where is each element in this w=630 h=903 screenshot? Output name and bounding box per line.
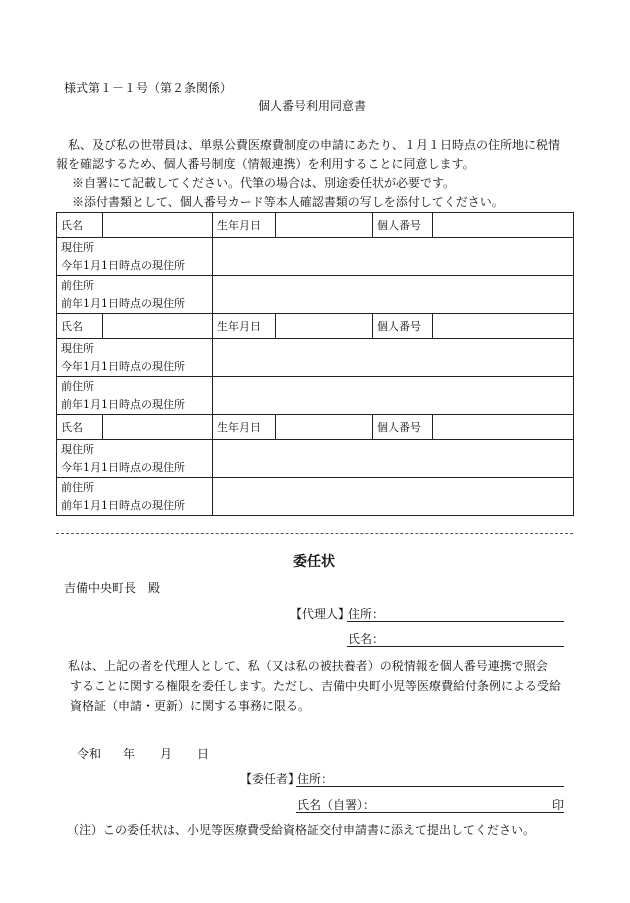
birthdate-field[interactable]: [276, 415, 373, 440]
consent-title: 個人番号利用同意書: [258, 99, 367, 113]
previous-address-label: 前住所 前年1月1日時点の現住所: [57, 478, 213, 516]
name-field[interactable]: [103, 415, 213, 440]
name-field[interactable]: [103, 213, 213, 238]
delegator-name-label: 氏名（自署）：: [297, 798, 376, 812]
delegator-name-field[interactable]: [296, 812, 564, 813]
proxy-title: 委任状: [293, 554, 335, 570]
personal-number-field[interactable]: [433, 314, 574, 339]
agent-label: 【代理人】: [290, 607, 351, 621]
cut-line-divider: [56, 533, 573, 534]
table-row: [57, 339, 574, 377]
date-day: 日: [197, 747, 210, 761]
proxy-addressee: 吉備中央町長 殿: [64, 581, 161, 595]
personal-number-field[interactable]: [433, 415, 574, 440]
proxy-body-line: 私は、上記の者を代理人として、私（又は私の被扶養者）の税情報を個人番号連携で照会: [56, 659, 548, 673]
table-row: [57, 440, 574, 478]
delegator-address-label: 住所：: [297, 772, 334, 786]
current-address-label: 現住所 今年1月1日時点の現住所: [57, 238, 213, 276]
date-month: 月: [160, 747, 173, 761]
personal-number-field[interactable]: [433, 213, 574, 238]
delegator-address-field[interactable]: [296, 786, 564, 787]
table-row: [57, 213, 574, 238]
footnote: （注）この委任状は、小児等医療費受給資格証交付申請書に添えて提出してください。: [67, 823, 536, 837]
table-row: [57, 377, 574, 415]
name-label: 氏名: [57, 415, 103, 440]
consent-text-line: 報を確認するため、個人番号制度（情報連携）を利用することに同意します。: [56, 157, 475, 171]
name-field[interactable]: [103, 314, 213, 339]
table-row: [57, 314, 574, 339]
current-address-label: 現住所 今年1月1日時点の現住所: [57, 440, 213, 478]
form-number: 様式第１－１号（第２条関係）: [64, 81, 233, 95]
seal-mark: 印: [552, 798, 565, 812]
birthdate-label: 生年月日: [213, 314, 276, 339]
note-line: ※自署にて記載してください。代筆の場合は、別途委任状が必要です。: [72, 176, 456, 190]
notes: [72, 174, 504, 212]
date-era: 令和: [77, 747, 102, 761]
consent-text: [56, 136, 560, 174]
previous-address-field[interactable]: [213, 478, 574, 516]
note-line: ※添付書類として、個人番号カード等本人確認書類の写しを添付してください。: [72, 195, 504, 209]
agent-name-label: 氏名：: [348, 632, 385, 646]
current-address-label: 現住所 今年1月1日時点の現住所: [57, 339, 213, 377]
current-address-field[interactable]: [213, 339, 574, 377]
birthdate-field[interactable]: [276, 314, 373, 339]
consent-table: [56, 212, 574, 516]
birthdate-label: 生年月日: [213, 415, 276, 440]
table-row: [57, 276, 574, 314]
agent-address-field[interactable]: [347, 621, 564, 622]
name-label: 氏名: [57, 213, 103, 238]
consent-text-line: 私、及び私の世帯員は、単県公費医療費制度の申請にあたり、１月１日時点の住所地に税情: [56, 138, 561, 152]
name-label: 氏名: [57, 314, 103, 339]
current-address-field[interactable]: [213, 238, 574, 276]
agent-name-field[interactable]: [347, 646, 564, 647]
birthdate-field[interactable]: [276, 213, 373, 238]
delegator-label: 【委任者】: [240, 772, 301, 786]
proxy-body-line: 資格証（申請・更新）に関する事務に限る。: [70, 699, 311, 713]
previous-address-field[interactable]: [213, 377, 574, 415]
proxy-body: [56, 656, 562, 716]
table-row: [57, 415, 574, 440]
date-year: 年: [123, 747, 136, 761]
previous-address-field[interactable]: [213, 276, 574, 314]
current-address-field[interactable]: [213, 440, 574, 478]
personal-number-label: 個人番号: [373, 415, 433, 440]
previous-address-label: 前住所 前年1月1日時点の現住所: [57, 276, 213, 314]
table-row: [57, 478, 574, 516]
birthdate-label: 生年月日: [213, 213, 276, 238]
proxy-body-line: することに関する権限を委任します。ただし、吉備中央町小児等医療費給付条例による受給: [70, 679, 562, 693]
personal-number-label: 個人番号: [373, 213, 433, 238]
table-row: [57, 238, 574, 276]
agent-address-label: 住所：: [348, 607, 385, 621]
personal-number-label: 個人番号: [373, 314, 433, 339]
previous-address-label: 前住所 前年1月1日時点の現住所: [57, 377, 213, 415]
